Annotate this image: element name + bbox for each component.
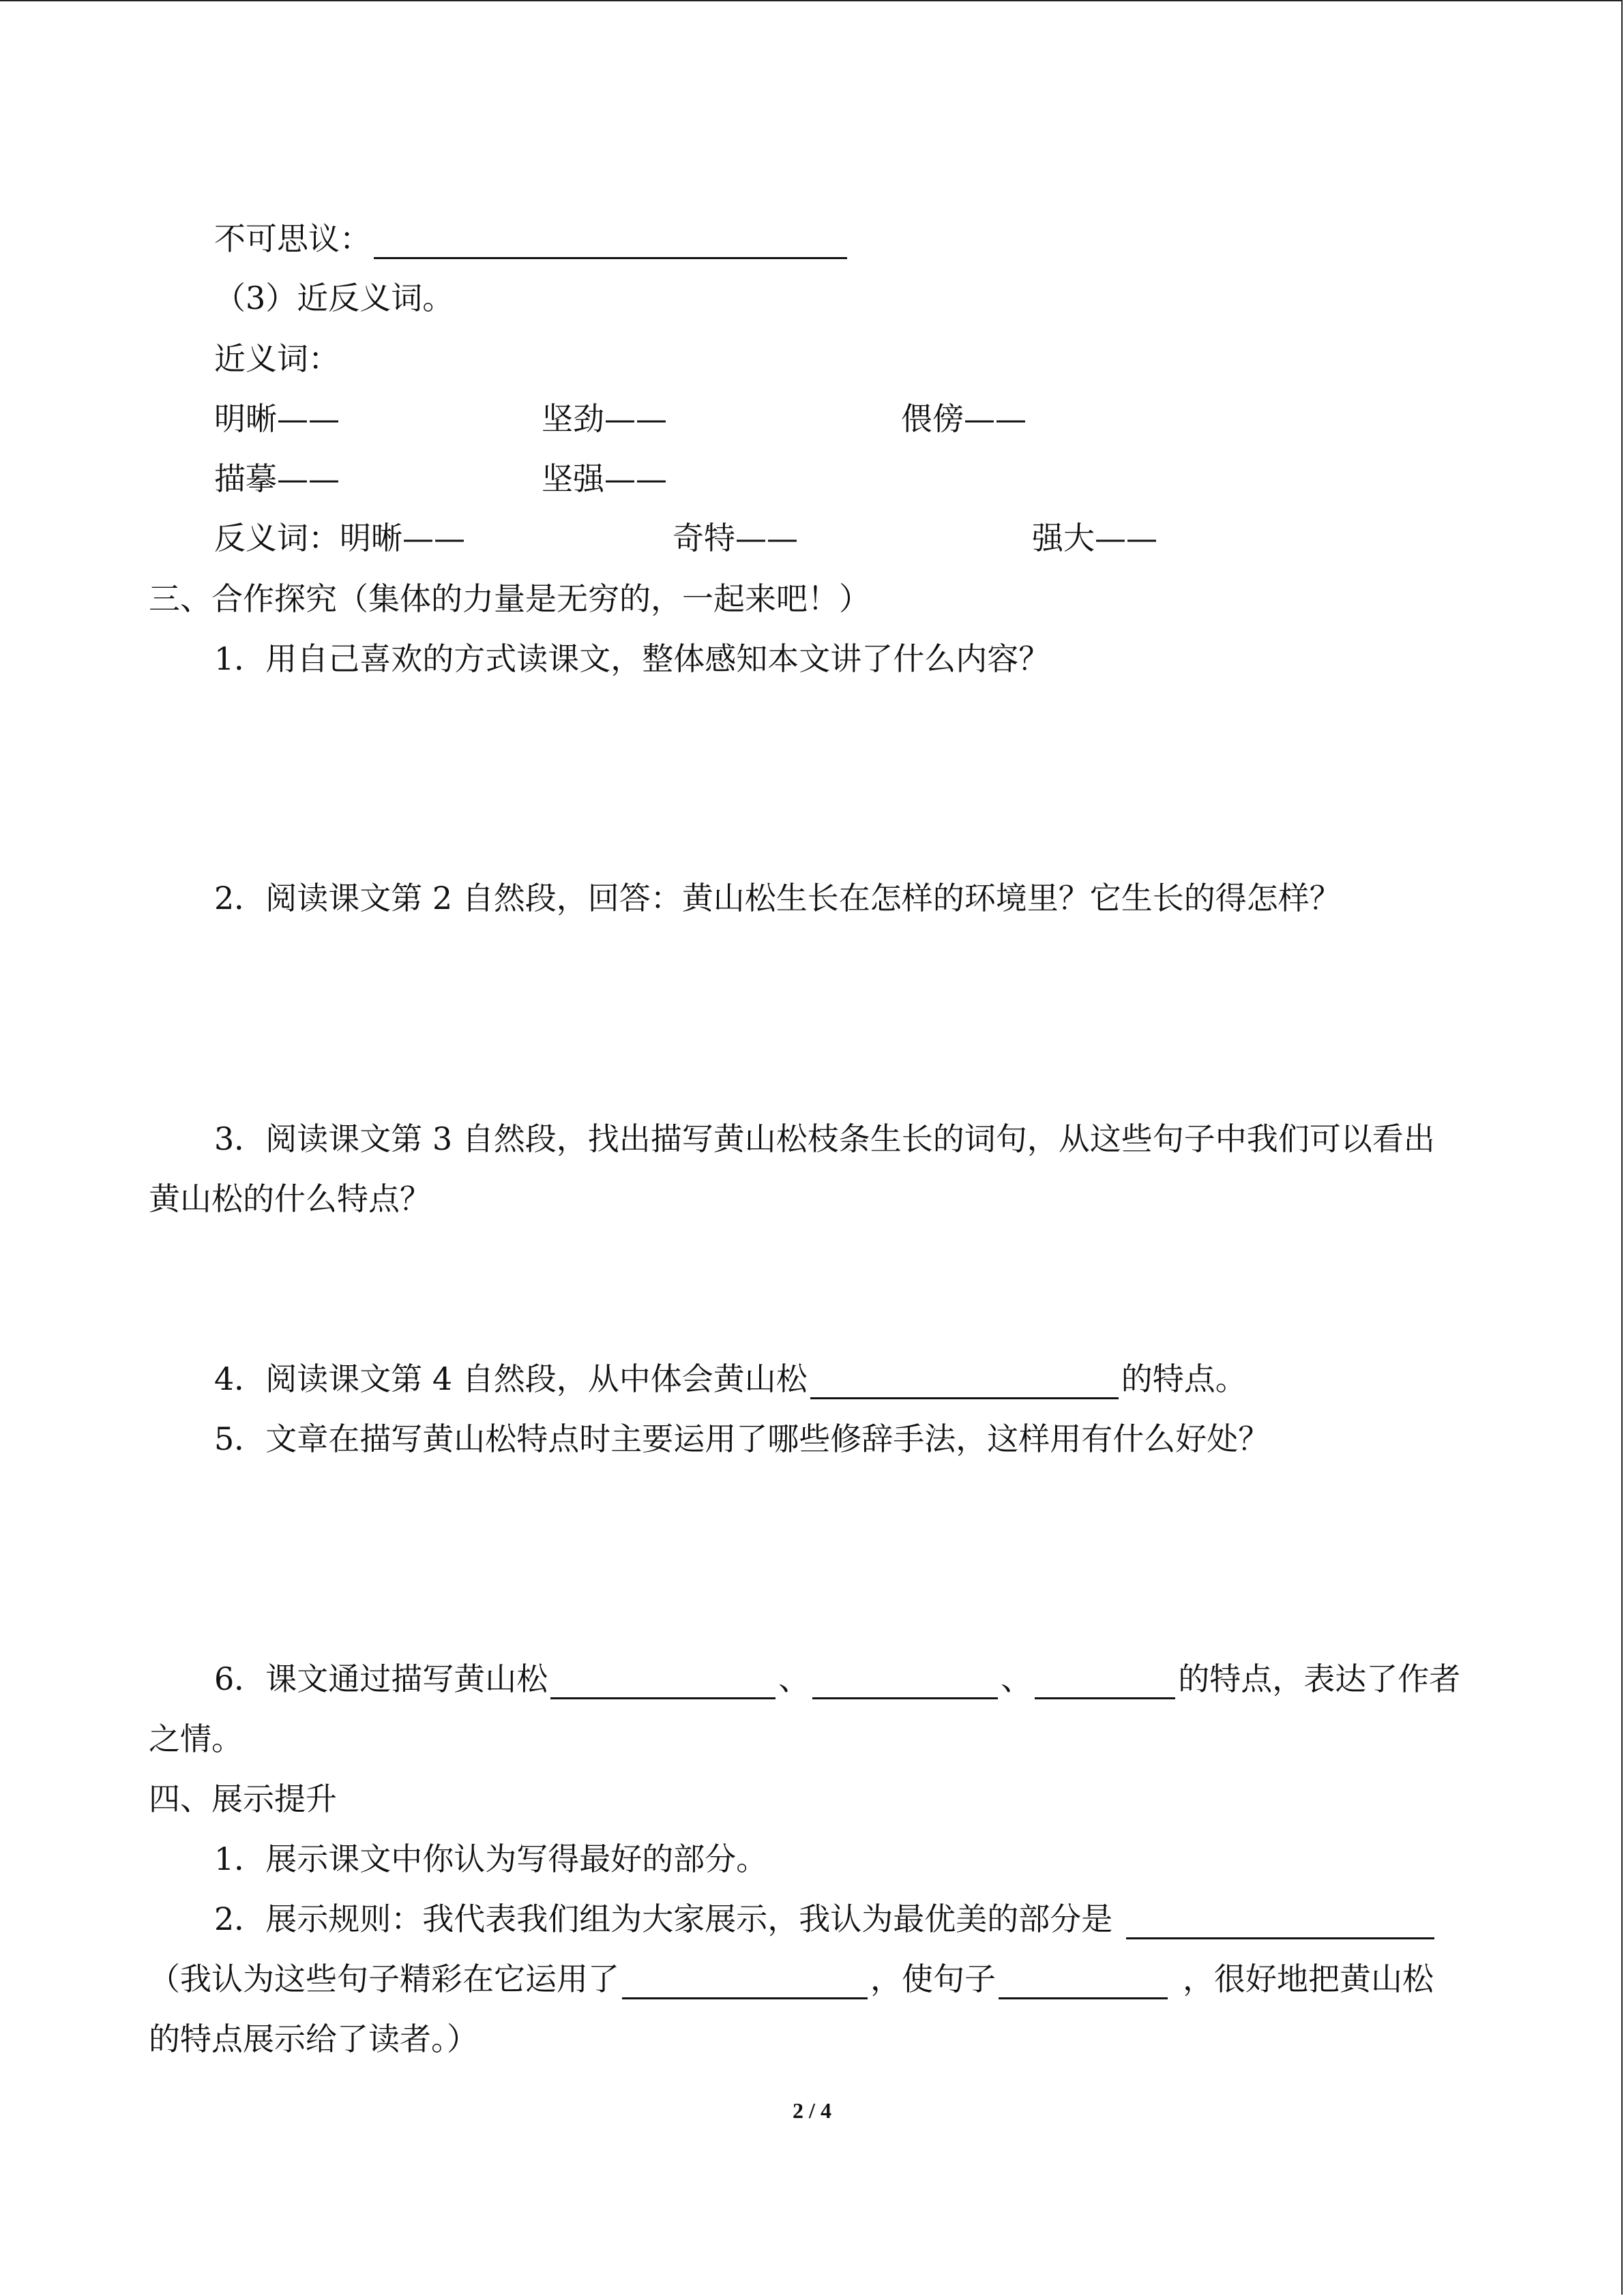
antonym-item: 强大—— bbox=[1032, 520, 1157, 556]
answer-blank[interactable] bbox=[999, 1965, 1168, 1999]
answer-blank[interactable] bbox=[622, 1965, 868, 1999]
answer-blank[interactable] bbox=[812, 1665, 998, 1699]
question bbox=[214, 1358, 1247, 1399]
line-text: 、 bbox=[778, 1660, 810, 1697]
line-text: 6．课文通过描写黄山松 bbox=[214, 1660, 548, 1697]
answer-blank[interactable] bbox=[374, 224, 847, 259]
line-text: 不可思议： bbox=[214, 220, 371, 257]
question: 1．展示课文中你认为写得最好的部分。 bbox=[214, 1840, 768, 1877]
page-number: 2 / 4 bbox=[793, 2098, 831, 2123]
text-line: 近义词： bbox=[214, 340, 340, 377]
question-continued bbox=[149, 1958, 1434, 1999]
question-continued: 的特点展示给了读者。） bbox=[149, 2021, 478, 2057]
synonym-item: 描摹—— bbox=[214, 460, 340, 497]
text-line bbox=[214, 218, 850, 259]
line-text: 4．阅读课文第 4 自然段，从中体会黄山松 bbox=[214, 1360, 808, 1397]
line-text: 2．展示规则：我代表我们组为大家展示，我认为最优美的部分是 bbox=[214, 1900, 1113, 1937]
answer-blank[interactable] bbox=[1126, 1905, 1434, 1939]
antonym-item: 奇特—— bbox=[673, 520, 798, 556]
line-text: ，很好地把黄山松 bbox=[1183, 1960, 1434, 1997]
answer-blank[interactable] bbox=[1035, 1665, 1175, 1699]
question bbox=[214, 1898, 1437, 1939]
synonym-item: 明晰—— bbox=[214, 400, 340, 437]
question: 3．阅读课文第 3 自然段，找出描写黄山松枝条生长的词句，从这些句子中我们可以看出 bbox=[214, 1120, 1435, 1157]
answer-blank[interactable] bbox=[810, 1365, 1119, 1399]
antonym-item: 反义词：明晰—— bbox=[214, 520, 465, 556]
question-continued: 之情。 bbox=[149, 1720, 243, 1757]
line-text: 的特点，表达了作者 bbox=[1178, 1660, 1461, 1697]
question-continued: 黄山松的什么特点？ bbox=[149, 1180, 431, 1217]
line-text: ，使句子 bbox=[870, 1960, 996, 1997]
section-heading: 四、展示提升 bbox=[149, 1780, 337, 1817]
question bbox=[214, 1658, 1460, 1699]
question: 1．用自己喜欢的方式读课文，整体感知本文讲了什么内容？ bbox=[214, 640, 1050, 677]
question: 2．阅读课文第 2 自然段，回答：黄山松生长在怎样的环境里？它生长的得怎样？ bbox=[214, 880, 1341, 916]
synonym-item: 坚强—— bbox=[542, 460, 667, 497]
line-text: 、 bbox=[1001, 1660, 1033, 1697]
synonym-item: 偎傍—— bbox=[901, 400, 1027, 437]
line-text: （我认为这些句子精彩在它运用了 bbox=[149, 1960, 619, 1997]
synonym-item: 坚劲—— bbox=[542, 400, 667, 437]
question: 5．文章在描写黄山松特点时主要运用了哪些修辞手法，这样用有什么好处？ bbox=[214, 1420, 1270, 1457]
line-text: 的特点。 bbox=[1121, 1360, 1247, 1397]
answer-blank[interactable] bbox=[550, 1665, 776, 1699]
section-heading: 三、合作探究（集体的力量是无穷的，一起来吧！） bbox=[149, 580, 870, 617]
text-line: （3）近反义词。 bbox=[214, 280, 454, 316]
